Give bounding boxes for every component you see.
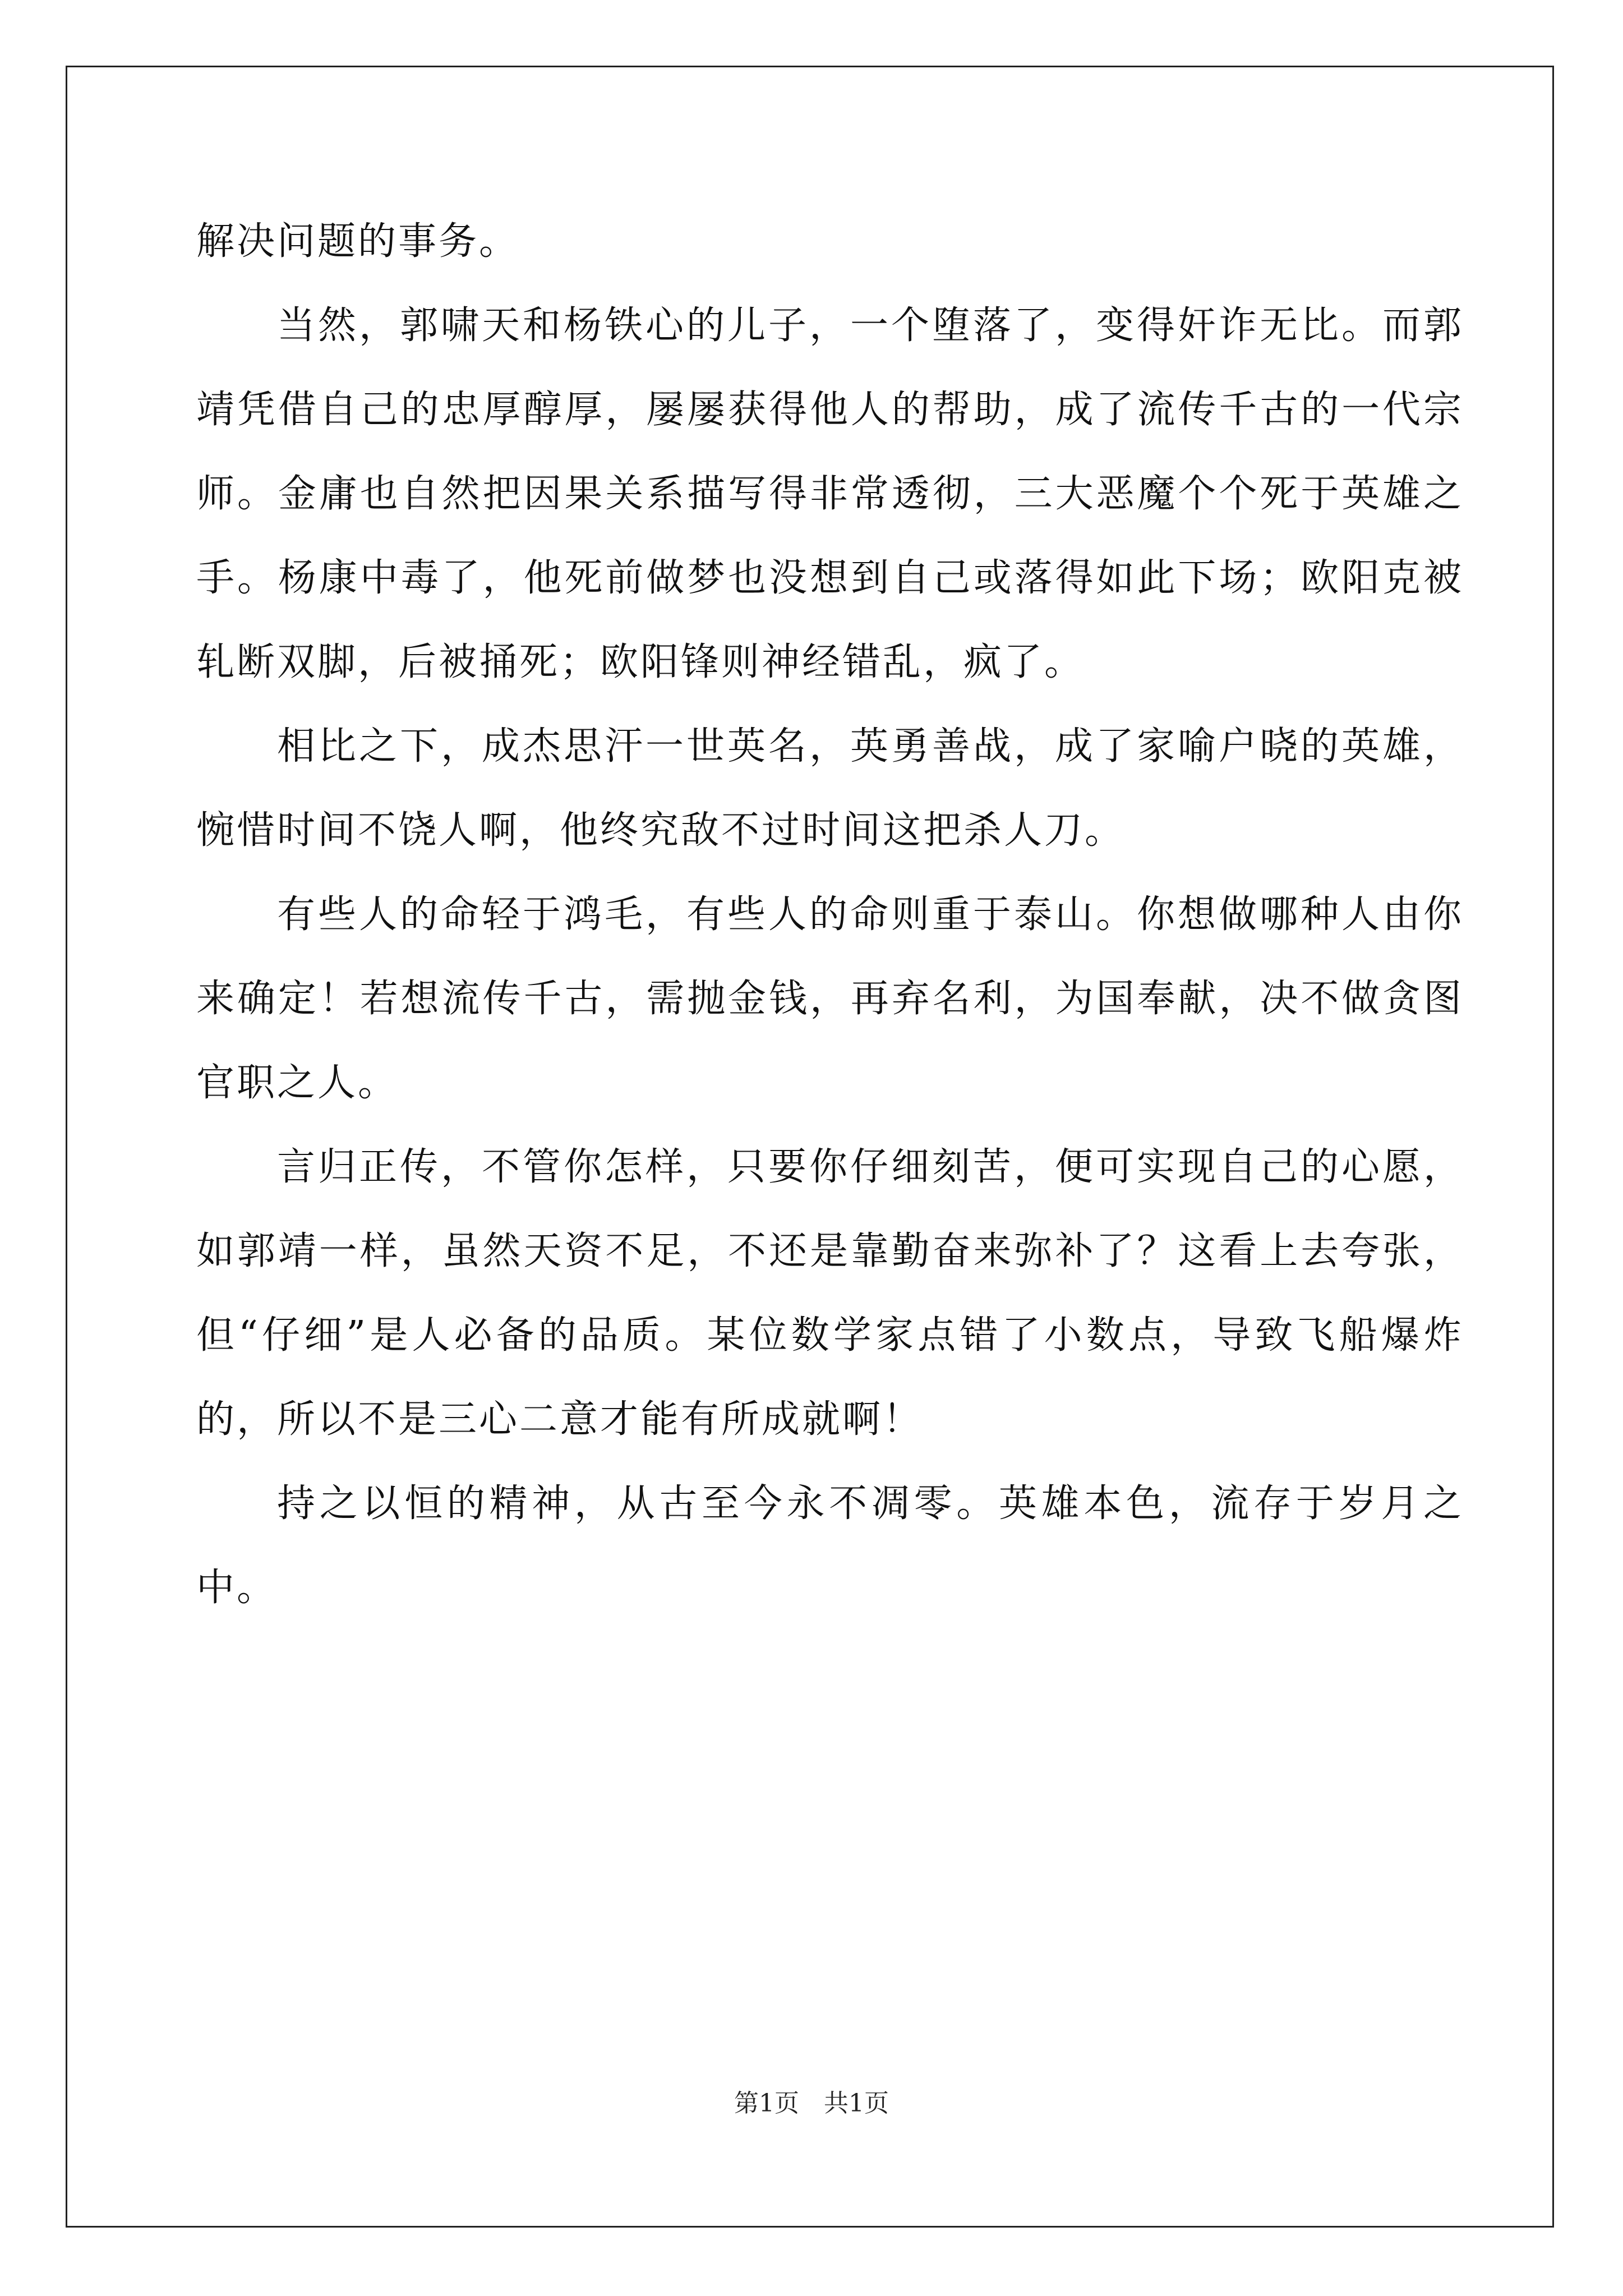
- paragraph-3: 相比之下，成杰思汗一世英名，英勇善战，成了家喻户晓的英雄，惋惜时间不饶人啊，他终究敌不过时间这把杀人刀。: [196, 724, 1464, 853]
- document-body: [196, 200, 1464, 1630]
- paragraph-6: 持之以恒的精神，从古至今永不凋零。英雄本色，流存于岁月之中。: [196, 1481, 1464, 1610]
- paragraph-1: 解决问题的事务。: [196, 219, 520, 264]
- page-footer: 第1页 共1页: [734, 2089, 889, 2118]
- paragraph-4: 有些人的命轻于鸿毛，有些人的命则重于泰山。你想做哪种人由你来确定！若想流传千古，需抛金钱，再弃名利，为国奉献，决不做贪图官职之人。: [196, 892, 1464, 1105]
- paragraph-5: 言归正传，不管你怎样，只要你仔细刻苦，便可实现自己的心愿，如郭靖一样，虽然天资不足，不还是靠勤奋来弥补了？这看上去夸张，但“仔细”是人必备的品质。某位数学家点错了小数点，导致飞船爆炸的，所以不是三心二意才能有所成就啊！: [196, 1145, 1464, 1442]
- paragraph-2: 当然，郭啸天和杨铁心的儿子，一个堕落了，变得奸诈无比。而郭靖凭借自己的忠厚醇厚，屡屡获得他人的帮助，成了流传千古的一代宗师。金庸也自然把因果关系描写得非常透彻，三大恶魔个个死于英雄之手。杨康中毒了，他死前做梦也没想到自己或落得如此下场；欧阳克被轧断双脚，后被捅死；欧阳锋则神经错乱，疯了。: [196, 303, 1464, 684]
